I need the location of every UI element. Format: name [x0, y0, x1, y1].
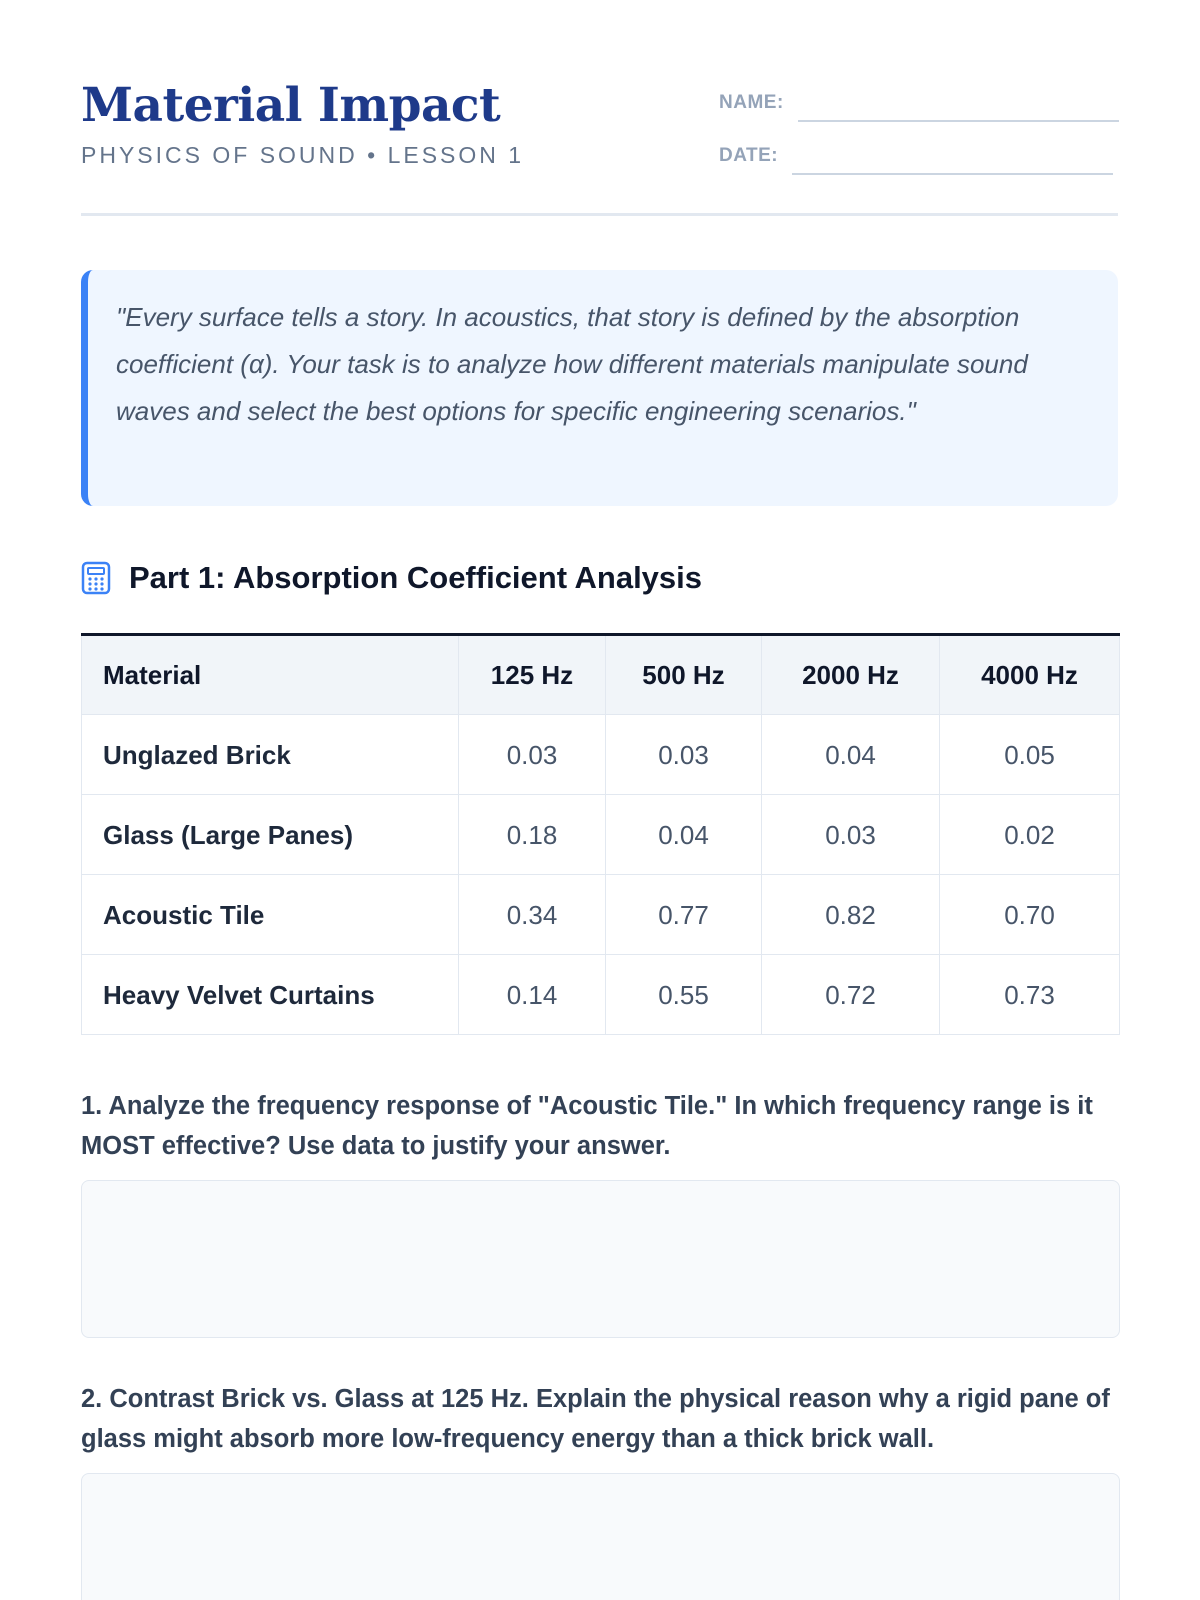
table-row — [82, 955, 1120, 1035]
name-field-row — [719, 86, 1119, 122]
value-cell: 0.73 — [940, 955, 1120, 1035]
value-cell: 0.72 — [762, 955, 940, 1035]
column-header-2000hz: 2000 Hz — [762, 635, 940, 715]
date-field[interactable] — [792, 139, 1113, 175]
material-cell: Unglazed Brick — [82, 715, 459, 795]
question-2: 2. Contrast Brick vs. Glass at 125 Hz. Explain the physical reason why a rigid pane of glass might absorb more low-frequency energy than a thick brick wall. — [81, 1385, 1110, 1453]
column-header-4000hz: 4000 Hz — [940, 635, 1120, 715]
value-cell: 0.77 — [606, 875, 762, 955]
value-cell: 0.02 — [940, 795, 1120, 875]
table-row — [82, 795, 1120, 875]
value-cell: 0.18 — [459, 795, 606, 875]
answer-box-2[interactable] — [81, 1473, 1120, 1600]
page-subtitle: PHYSICS OF SOUND • LESSON 1 — [81, 142, 525, 168]
value-cell: 0.82 — [762, 875, 940, 955]
name-label: NAME: — [719, 92, 784, 113]
table-row — [82, 875, 1120, 955]
value-cell: 0.14 — [459, 955, 606, 1035]
date-label: DATE: — [719, 145, 779, 166]
material-cell: Heavy Velvet Curtains — [82, 955, 459, 1035]
intro-callout: "Every surface tells a story. In acoustics, that story is defined by the absorption coefficient (α). Your task is to analyze how different materials manipulate sound waves and select the best options for specific engineering scenarios." — [81, 270, 1118, 506]
material-cell: Acoustic Tile — [82, 875, 459, 955]
value-cell: 0.03 — [459, 715, 606, 795]
absorption-table-wrapper — [81, 633, 1119, 1035]
answer-box-1[interactable] — [81, 1180, 1120, 1338]
page-title: Material Impact — [81, 78, 501, 133]
calculator-icon — [81, 561, 111, 595]
value-cell: 0.03 — [606, 715, 762, 795]
value-cell: 0.04 — [762, 715, 940, 795]
column-header-125hz: 125 Hz — [459, 635, 606, 715]
value-cell: 0.04 — [606, 795, 762, 875]
table-header-row — [82, 635, 1120, 715]
value-cell: 0.55 — [606, 955, 762, 1035]
section-title: Part 1: Absorption Coefficient Analysis — [129, 560, 703, 595]
column-header-500hz: 500 Hz — [606, 635, 762, 715]
name-field[interactable] — [798, 86, 1119, 122]
value-cell: 0.03 — [762, 795, 940, 875]
worksheet-header — [81, 0, 1118, 216]
value-cell: 0.70 — [940, 875, 1120, 955]
table-row — [82, 715, 1120, 795]
material-cell: Glass (Large Panes) — [82, 795, 459, 875]
absorption-table — [81, 633, 1120, 1035]
date-field-row — [719, 139, 1113, 175]
value-cell: 0.05 — [940, 715, 1120, 795]
column-header-material: Material — [82, 635, 459, 715]
part1-heading — [81, 560, 702, 596]
value-cell: 0.34 — [459, 875, 606, 955]
question-1: 1. Analyze the frequency response of "Acoustic Tile." In which frequency range is it MOST effective? Use data to justify your answer. — [81, 1092, 1093, 1160]
